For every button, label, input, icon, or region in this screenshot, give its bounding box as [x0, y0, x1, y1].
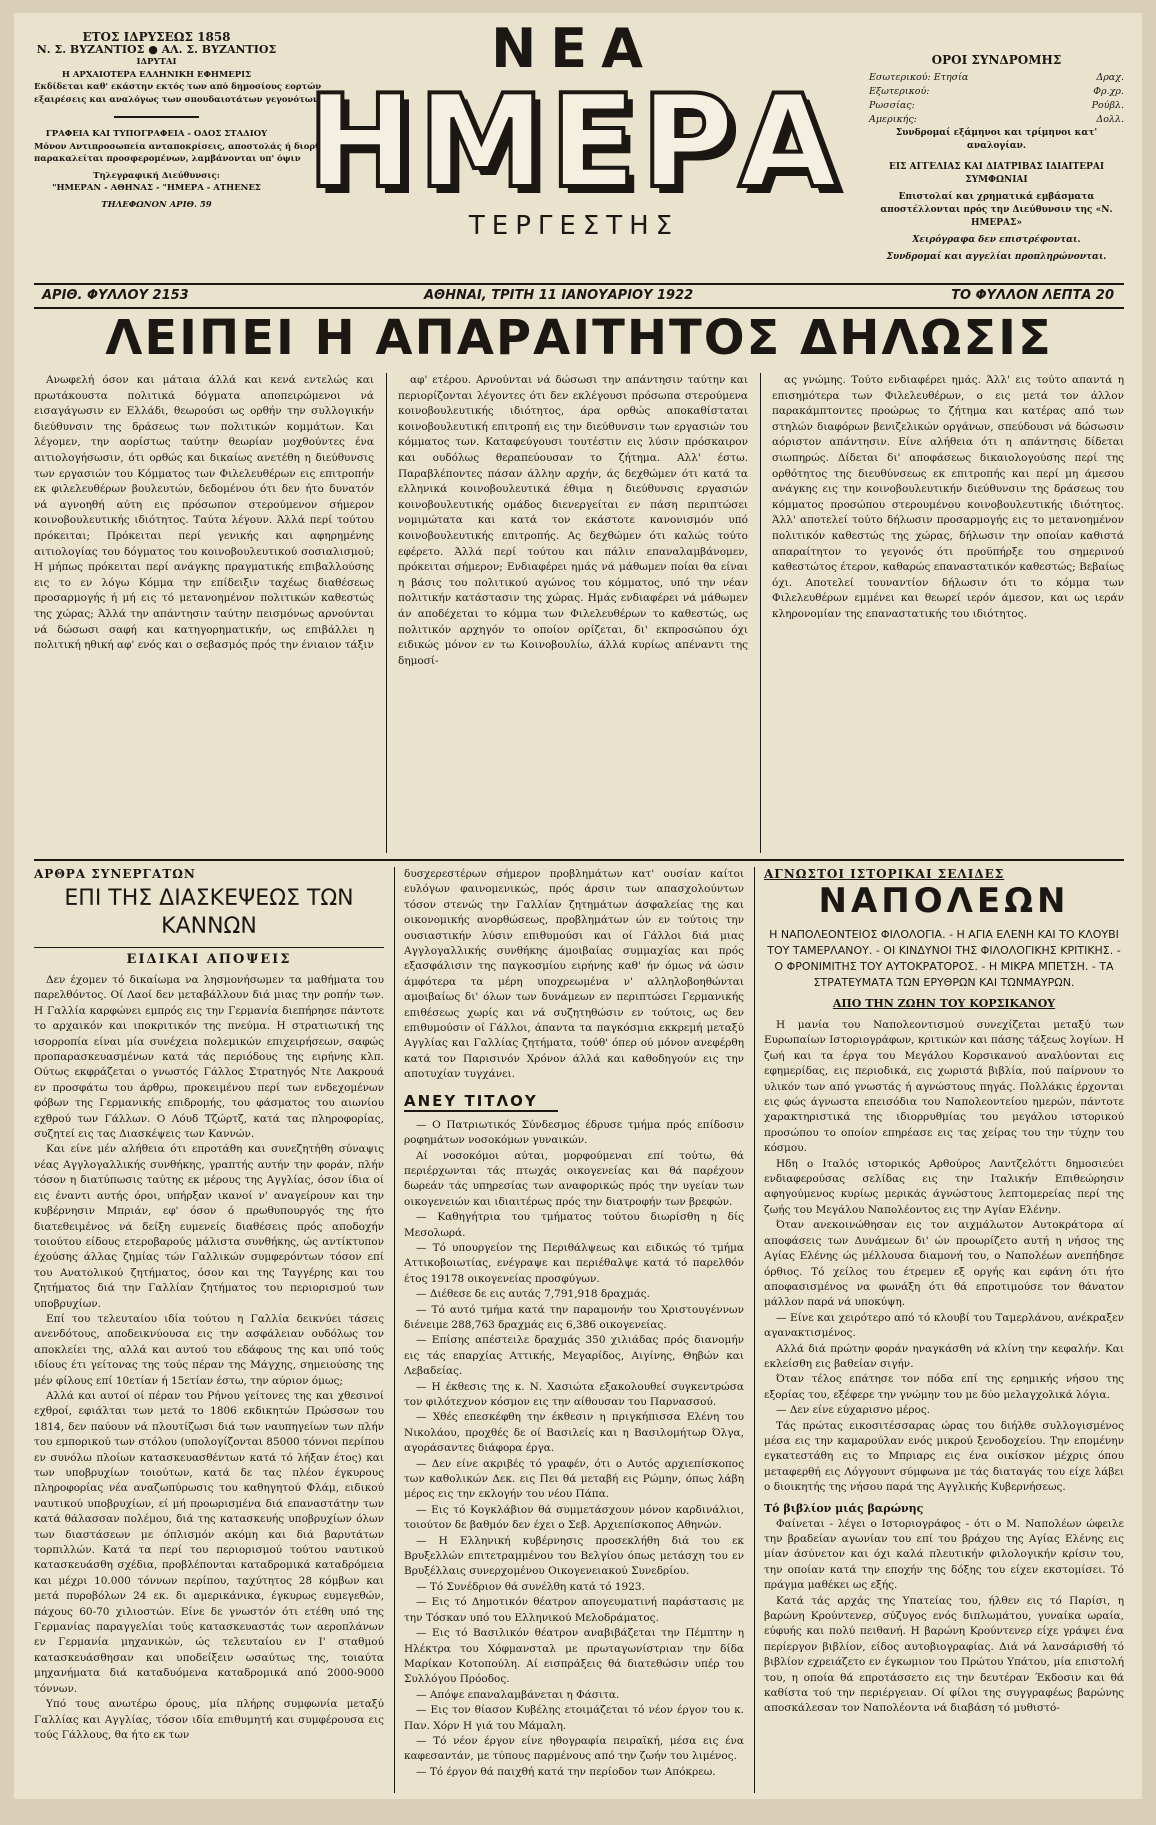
section-rule [34, 859, 1124, 861]
subscription-note: Συνδρομαί εξάμηνοι και τρίμηνοι κατ' αναλογίαν. [895, 128, 1098, 151]
subscription-list [869, 71, 1124, 127]
contributors-article [34, 867, 384, 1795]
subscription-row: Εσωτερικού: Ετησία Δραχ. [869, 72, 1124, 83]
ads-note-3: Χειρόγραφα δεν επιστρέφονται. [912, 235, 1081, 245]
title-top: ΝΕΑ [491, 17, 657, 80]
middle-column [404, 867, 744, 1795]
subscription-box [869, 53, 1124, 264]
subscription-row: Ρωσσίας: Ρούβλ. [869, 100, 1124, 111]
publication-note: Εκδίδεται καθ' εκάστην εκτός των από δημοσίους εορτών [34, 82, 322, 92]
column-divider [394, 867, 395, 1793]
lead-article [34, 373, 1124, 855]
section-label: ΑΓΝΩΣΤΟΙ ΙΣΤΟΡΙΚΑΙ ΣΕΛΙΔΕΣ [764, 867, 1005, 881]
article-body: Δεν έχομεν τό δικαίωμα να λησμονήσωμεν τα μαθήματα του παρελθόντος. Οί Λαοί δεν μεταβάλλουν διά μιας την ροπήν των. Η Γαλλία καρφώνει εμπρός εις την Γερμανία διεπήρησε πάντοτε το αρχαικόν και ιποκριτικόν της πνεύμα. Η στρατιωτική της ισορροπία είναι μία συνέχεια πολεμικών επιχειρήσεων, σαφώς προπαρασκευασμένων κατά τάς περιόδους της ειρήνης κλπ. Ούτως εκφράζεται ο γνωστός Γάλλος Στρατηγός Ντε Λακρουά εν προσφάτω του άρθρω, προκειμένου περί των ενδεχομένων φόβων της Γερμανικής επιδρομής, του φάσματος του αιωνίου εχθρού των Γάλλων. Ο Λόυδ Τζώρτζ, κατά τας πληροφορίας, συζητεί εις τας Διασκέψεις των Καννών. Και είνε μέν αλήθεια ότι επροτάθη και συνεζητήθη σύναψις νέας Αγγλογαλλικής συνθήκης, γραπτής αυτήν την φοράν, πλήν τόσον η διατύπωσις ταύτης εκ μέρους της Αγγλίας, όσον ίδια οί εις έναντι αυτής όροι, υπήρξαν ικανοί ν' αναγείρουν και την κυβέρνησιν Μπριάν, εφ' όσον ό πρωθυπουργός της ήτο διατεθειμένος νά δείξη ευμενείς διαθέσεις πρός αποδοχήν τοιούτου είδους ετεροβαρούς μάλιστα συνθήκης, ώς αντίκτυπον έχούσης άλλας ζημίας τών Γαλλικών συμφερόντων τόσον επί του Ανατολικού ζητήματος, όσον και της Ταγγέρης και του ζητήματος διά την Γαλλίαν ζητήματος του περιορισμού των υποβρυχίων. Επί του τελευταίου ιδία τούτου η Γαλλία δεικνύει τάσεις ανενδότους, αποδεικνύουσα εις την ασφάλειαν ουδόλως τον αποκλείει της, αλλά και αυτού του εδάφους της και υπό τούς ιδίους έτι γείτονας της τούς πέραν της Μάγχης, σημειούσης της μέν φίλους επί 10ετίαν ή 15ετίαν έστω, την αύριον όμως; Αλλά και αυτοί οί πέραν του Ρήνου γείτονες της και χθεσινοί εχθροί, εφιάλται των μετά το 1806 εκδικητών Πρώσσων του 1814, δεν παύουν νά πλουτίζωσι διά των ναυπηγείων των πλήν του εμπορικού των στόλου (υπολογίζονται 85000 τόννοι περίπου εν συνόλω πλοίων κατασκευασθέντων κατά τό λήξαν έτος) και των υποβρυχίων τοιούτων, κατά δε τας πλέον έγκυρους πληροφορίας νέα αναζωπύρωσις του καθηγητού Φλάμ, ειδικού ναυτικού υποβρυχίων, εί μή προωρισμένα διά επαναστάτην των κατά θάλασσαν πολέμου, διά της κατασκευής υποβρυχίων όλων των διαστάσεων με όπλισμόν ακόμη και διά βαρυτάτων τορπιλλών. Κατά τα περί του περιορισμού τούτου ναυτικού κατασκευάσθη σχέδια, προβλέπονται καταδρομικά καταδρόμεια και μέχρι 10.000 τόννων περίπου, ταχύτητος 28 κόμβων και μετά πυροβόλων 24 εκ. δι αμερικάνικα, έγκυρως ευμεγεθών, πάχους 60-70 χιλιοστών. Είνε δε γνωστόν ότι ετέθη υπό της Γερμανίας παραγγελίαι τούς κατασκευαστάς των αεροπλάνων εν Γερμανία μηχανικών, ώς τελευταίου εν Ι' σταθμού κατασκευάσθησαν και υποδείξειν ωσαύτως της, τοιαύτα μηχανήματα διά καταδυόμενα καταδρομικά από 2000-9000 τόννων. Υπό τους ανωτέρω όρους, μία πλήρης συμφωνία μεταξύ Γαλλίας και Αγγλίας, τόσον ιδία επιθυμητή και συμφέρουσα εις τούς Γάλλους, θα ήτο εκ των [34, 974, 384, 1741]
lead-column-1: Ανωφελή όσον και μάταια άλλά και κενά εντελώς και πρωτάκουστα πολιτικά δόγματα αποπειρώμενοι νά εισαγάγωσιν εν Ελλάδι, θεωρούσι ως ορθήν την συλλογικήν διεύθυνσιν της δράσεως των πολιτικών κομμάτων. Και λέγομεν, την αορίστως ταύτην θεωρίαν μοχθούντες ένα αιτιολογήσωσιν, ότι ορθώς και δικαίως ανετέθη η διεύθυνσις των εργασιών του Κόμματος των Φιλελευθέρων εις επιτροπήν εκ φιλελευθέρων βουλευτών, δεδομένου ότι δεν ήτο δυνατόν νά αγνοηθή αύτη εις πρόσωπον στερούμενον σήμερον κοινοβουλευτικής ιδιότητος. Ταύτα λέγουν. Άλλά περί τούτου πρόκειται; Πρόκειται περί γενικής και αφηρημένης αιτιολογίας του δόγματος του κοινοβουλευτικού σοσιαλισμού; Η μήπως πρόκειται περί ανάγκης πραγματικής επιβαλλούσης εις το εν λόγω Κόμμα την επίδειξιν ταχέως διαθέσεως προσαρμογής ή μή εις τό μετανοημένον πολιτικών καθεστώς της χώρας; Άλλά την απάντησιν ταύτην πεισμόνως αρνούνται νά δώσωσι σαφή και κατηγορηματικήν, ως επιβάλλει η πολιτική ηθική αφ' ενός και ο σεβασμός πρός την ένιαιον τάξιν [34, 374, 374, 652]
article-subtitle: ΕΙΔΙΚΑΙ ΑΠΟΨΕΙΣ [34, 947, 384, 967]
article-body: Η μανία του Ναπολεοντισμού συνεχίζεται μεταξύ των Ευρωπαίων Ιστοριογράφων, κριτικών και πάσης τάξεως λογίων. Η ζωή και τα έργα του Μεγάλου Κορσικανού αναλύονται εις εφημερίδας, εις περιοδικά, εις χωριστά βιβλία, πού παίρνουν το υλικόν των από γνωστάς ή αγνώστους πηγάς. Πολλάκις έρχονται εις φώς άγνωστα επεισόδια του Ναπολεοντείου ημερών, πάντοτε χαρακτηριστικά της ιδιορρυθμίας του μεγάλου ιστορικού προσώπου το οποίον επηρέασε εις τας χείρας του την τύχην του κόσμου. Ηδη ο Ιταλός ιστορικός Αρθούρος Λαντζελόττι δημοσιεύει ενδιαφερούσας σελίδας εις την Ιταλικήν Επιθεώρησιν αφηγούμενος κυρίως μερικάς άγνώστους λεπτομερείας περί της ζωής του Μεγάλου Ναπολέοντος εις την Αγίαν Ελένην. Όταν ανεκοινώθησαν εις τον αιχμάλωτον Αυτοκράτορα αί αποφάσεις των Δυνάμεων δι' ών προωρίζετο αυτή η νήσος της Αγίας Ελένης ώς μέλλουσα διαμονή του, ο Ναπολέων ανεπήδησε όρθιος. Τό χείλος του έτρεμεν εξ οργής και εφάνη ότι ήτο αποφασισμένος να φωνάξη ότι θά επροτιμούσε τον θάνατον μάλλον παρά νά υποκύψη. — Είνε και χειρότερο από τό κλουβί του Ταμερλάνου, ανέκραξεν αγανακτισμένος. Αλλά διά πρώτην φοράν ηναγκάσθη νά κλίνη την κεφαλήν. Και εκλείσθη εις βαθείαν σιγήν. Όταν τέλος επάτησε τον πόδα επί της ερημικής νήσου της εξορίας του, εξέφερε την γνώμην του με δύο μελαγχολικά λόγια. — Δεν είνε εύχαρισνο μέρος. Τάς πρώτας εικοσιτέσσαρας ώρας του διήλθε συλλογισμένος μέσα εις την καμαρούλαν ενός μικρού ξενοδοχείου. Την επομένην εγκατεστάθη εις το Μπριαρς εις ένα οικίσκον μέχρις όπου μεταφερθή εις Λόγγουντ σύμφωνα με τάς διαταγάς του είχε λάβει ο διοικητής της νήσου παρά της Αγγλικής Κυβερνήσεως. [764, 1019, 1124, 1494]
article-byline: ΑΠΟ ΤΗΝ ΖΩΗΝ ΤΟΥ ΚΟΡΣΙΚΑΝΟΥ [832, 997, 1056, 1010]
title-sub: ΤΕΡΓΕΣΤΗΣ [468, 211, 680, 241]
notes-heading-wrap [404, 1091, 744, 1112]
founders-role: ΙΔΡΥΤΑΙ [136, 57, 177, 67]
article-subtitle: Η ΝΑΠΟΛΕΟΝΤΕΙΟΣ ΦΙΛΟΛΟΓΙΑ. - Η ΑΓΙΑ ΕΛΕΝΗ ΚΑΙ ΤΟ ΚΛΟΥΒΙ ΤΟΥ ΤΑΜΕΡΛΑΝΟΥ. - ΟΙ ΚΙΝΔΥΝΟΙ ΤΗΣ ΦΙΛΟΛΟΓΙΚΗΣ ΚΡΙΤΙΚΗΣ. - Ο ΦΡΟΝΙΜΙΤΗΣ ΤΟΥ ΑΥΤΟΚΡΑΤΟΡΟΣ. - Η ΜΙΚΡΑ ΜΠΕΤΣΗ. - ΤΑ ΣΤΡΑΤΕΥΜΑΤΑ ΤΩΝ ΕΡΥΘΡΩΝ ΚΑΙ ΤΩΝΜΑΥΡΩΝ. [767, 928, 1121, 989]
subscription-row: Εξωτερικού: Φρ.χρ. [869, 86, 1124, 97]
notes-list: — Ο Πατριωτικός Σύνδεσμος έδρυσε τμήμα πρός επίδοσιν ροφημάτων νοσοκόμων γυναικών. Αί νοσοκόμοι αύται, μορφούμεναι επί τούτω, θά περιέρχωνται τάς πτωχάς οικογενείας και θά παρέχουν δωρεάν τάς υπηρεσίας των αναφορικώς πρός την υγείαν των οικογενειών και ιδιαιτέρως πρός την διατροφήν των βρεφών. — Καθηγήτρια του τμήματος τούτου διωρίσθη η δίς Μεσολωρά. — Τό υπουργείον της Περιθάλψεως και ειδικώς τό τμήμα Αττικοβοιωτίας, ενέγραψε και περιέθαλψε κατά τό παρελθόν έτος 19178 οικογενείας προσφύγων. — Διέθεσε δε εις αυτάς 7,791,918 δραχμάς. — Τό αυτό τμήμα κατά την παραμονήν του Χριστουγέννων διένειμε 288,763 δραχμάς εις 6,386 οικογενείας. — Επίσης απέστειλε δραχμάς 350 χιλιάδας πρός διανομήν εις τάς επαρχίας Αττικής, Μεγαρίδος, Αιγίνης, Θηβών και Λεβαδείας. — Η έκθεσις της κ. Ν. Χασιώτα εξακολουθεί συγκεντρώσα τον φιλότεχνον κόσμον εις την αίθουσαν του Παρνασσού. — Χθές επεσκέφθη την έκθεσιν η πριγκήπισσα Ελένη του Νικολάου, προχθές δε οί Βασιλείς και η Βασιλομήτωρ Όλγα, αγοράσαντες διάφορα έργα. — Δεν είνε ακριβές τό γραφέν, ότι ο Αυτός αρχιεπίσκοπος των καθολικών Δεκ. εις Πει θά μεταβή εις Ρώμην, όπως λάβη μέρος εις την εκλογήν του νέου Πάπα. — Εις τό Κογκλάβιον θά συμμετάσχουν μόνον καρδινάλιοι, τοιούτον δε βαθμόν δεν έχει ο Σεβ. Αρχιεπίσκοπος Αθηνών. — Η Ελληνική κυβέρνησις προσεκλήθη διά του εκ Βρυξελλών επιτετραμμένου του Βελγίου όπως μετάσχη του εν Βρυξέλλαις συνερχομένου Οικογενειακού Συνεδρίου. — Τό Συνέδριον θά συνέλθη κατά τό 1923. — Εις τό Δημοτικόν θέατρον απογευματινή παράστασις με την Τόσκαν υπό του Ελληνικού Μελοδράματος. — Εις τό Βασιλικόν θέατρον αναβιβάζεται την Πέμπτην η Ηλέκτρα του Χόφμανσταλ με πρωταγωνίστριαν την δίδα Μαρίκαν Κοτοπούλη. Αί εισπράξεις θά διατεθώσιν υπέρ του Συλλόγου Πρόοδος. — Απόψε επαναλαμβάνεται η Φάσιτα. — Εις τον θίασον Κυβέλης ετοιμάζεται τό νέον έργον του κ. Παν. Χόρν Η γιά του Μάμαλη. — Τό νέον έργον είνε ηθογραφία πειραϊκή, μέσα εις ένα καφεσαντάν, με τύπους παρμένους από την ζωήν του λιμένος. — Τό έργον θά παιχθή κατά την περίοδον των Απόκρεω. [404, 1118, 744, 1778]
subscription-row: Αμερικής: Δολλ. [869, 114, 1124, 125]
oldest-paper-note: Η ΑΡΧΑΙΟΤΕΡΑ ΕΛΛΗΝΙΚΗ ΕΦΗΜΕΡΙΣ [61, 69, 252, 80]
ads-note-4: Συνδρομαί και αγγελίαι προπληρώνονται. [886, 252, 1107, 262]
issue-date: ΑΘΗΝΑΙ, ΤΡΙΤΗ 11 ΙΑΝΟΥΑΡΙΟΥ 1922 [424, 288, 694, 303]
notes-heading: ΑΝΕΥ ΤΙΤΛΟΥ [404, 1092, 558, 1112]
article-body-2: Φαίνεται - λέγει ο Ιστοριογράφος - ότι ο Μ. Ναπολέων ώφειλε την βραδείαν αγωνίαν του επί του βράχου της Αγίας Ελένης εις μίαν άσύνετον και όχι καλά πλευτικήν φιλολογικήν κρίσιν του, την οποίαν κατά την εποχήν της δόξης του είχεν εκστομίσει. Τό πράγμα μαθέκει ως εξής. Κατά τάς αρχάς της Υπατείας του, ήλθεν εις τό Παρίσι, η βαρώνη Κρούντενερ, σύζυγος ενός διπλωμάτου, γυναίκα ωραία, εύφυής και πολύ πειθανή. Η βαρώνη Κρούντενερ είχε γράψει ένα περίεργον βιβλίον, είδος αυτοβιογραφίας. Διά νά λανσάρισθή τό βιβλίον εχρειάζετο εν έγκωμιον του Πρώτου Υπάτου, μία επιστολή του, η οποία θά επροτάσσετο εις την δευτέραν Έκδοσιν και θά καθίστα τού την περιέργειαν. Οί φίλοι της συγγραφέως βαρώνης αποσκάλεσαν τον Ναπολέοντα νά διαβάση τό μυθιστό- [764, 1517, 1124, 1715]
ads-note-2: Επιστολαί και χρηματικά εμβάσματα αποστέλλονται πρός την Διεύθυνσιν της «Ν. ΗΜΕΡΑΣ» [880, 192, 1113, 228]
office-address: ΓΡΑΦΕΙΑ ΚΑΙ ΤΥΠΟΓΡΑΦΕΙΑ - ΟΔΟΣ ΣΤΑΔΙΟΥ [45, 129, 268, 139]
napoleon-article [764, 867, 1124, 1795]
newspaper-page [14, 13, 1142, 1799]
column-divider [760, 373, 761, 853]
lead-column-3: ας γνώμης. Τούτο ενδιαφέρει ημάς. Άλλ' εις τούτο απαντά η επισημότερα των Φιλελευθέρων, ο εις μετά τον άλλον παρακάμπτοντες προώρως το ζήτημα και κατέρας από των στηλών διαφόρων βενιζελικών οργάνων, σπεύδουσι νά δώσωσιν αόριστον απάντησιν. Είνε αλήθεια ότι η απάντησις δίδεται σιωπηρώς. Δίδεται δι' αποφάσεως δικαιολογούσης περί της ορθότητος της διευθύνσεως εκ επιτροπής και περί μη άμεσου ανάγκης εις την κοινοβουλευτικήν διεύθυνσιν της δράσεως του κόμματος προσώπου στερουμένου κοινοβουλευτικής ιδιότητος. Άλλ' αποτελεί τούτο δήλωσιν προσαρμογής εις το μετανοημένον πολιτικόν καθεστώς της χώρας, δήλωσιν την οποίαν καθιστά απαραίτητον το γεγονός ότι προϋπήρξε του σημερινού καθεστώτος έτερον, καθαρώς επαναστατικόν καθεστώς; Βεβαίως όχι. Αποτελεί τουναντίον δήλωσιν ότι το κόμμα των Φιλελευθέρων εμμένει και θεωρεί ιερόν άμεσον, και ως ιεράν κληρονομίαν της επαναστατικής του ιδιότητος. [772, 374, 1124, 620]
lead-column-2: αφ' ετέρου. Αρνούνται νά δώσωσι την απάντησιν ταύτην και περιορίζονται λέγοντες ότι δεν εκλέγουσι πρόσωπα στερούμενα κοινοβουλευτικής ιδιότητος, άρα ορθώς αποκαθίσταται κοινοβουλευτική επιτροπή εις την διεύθυνσιν των εργασιών του κόμματος των. Καταφεύγουσι τουτέστιν εις λύσιν πρόσκαιρον και ουδόλως θεραπεύουσαν το ζήτημα. Αλλ' έστω. Παραβλέποντες πάσαν άλλην αρχήν, άς δεχθώμεν ότι κατά τα ελληνικά κοινοβουλευτικά έθιμα η διεύθυνσις εργασιών κοινοβουλευτικής ομάδος διενεργείται εν πάση περιπτώσει νομιμώτατα και κατά τον εκάστοτε κανονισμόν υπό κοινοβουλευτικής επιτροπής. Ας δεχθώμεν ότι καλώς τούτο εφέρετο. Άλλά περί τούτου και πάλιν επαναλαμβάνομεν, πρόκειται σήμερον; Ενδιαφέρει ημάς νά μάθωμεν ποίαι θα είναι η βάσις του πολιτικού αγώνος του κόμματος, υπό την νέαν πολιτικήν κατάστασιν της χώρας. Ημάς ενδιαφέρει νά μάθωμεν άν αποδέχεται το κόμμα των Φιλελευθέρων το καθεστώς, ως πολιτικόν αρχηγόν το οποίον ορίζεται, δι' εκπροσώπου όχι ειδικώς μόνον εν τω Κοινοβουλίω, άλλά κυρίως απέναντι της δημοσί- [398, 374, 748, 667]
office-note-2: παρακαλείται προσφερομένων, λαμβάνονται υπ' όψιν [34, 154, 301, 164]
article-title: ΝΑΠΟΛΕΩΝ [818, 881, 1070, 921]
founded-year: ΕΤΟΣ ΙΔΡΥΣΕΩΣ 1858 [82, 30, 231, 44]
office-note: Μόνον Αντιπροσωπεία ανταποκρίσεις, αποστολάς ή διορθώσεις [34, 141, 350, 152]
telegraph-address: "ΗΜΕΡΑΝ - ΑΘΗΝΑΣ - "ΗΜΕΡΑ - ΑΤΗΕΝΕΣ [52, 183, 261, 193]
article-subhead: Τό βιβλίον μιάς βαρώνης [764, 1501, 924, 1515]
founders: Ν. Σ. ΒΥΖΑΝΤΙΟΣ ● ΑΛ. Σ. ΒΥΖΑΝΤΙΟΣ [36, 42, 277, 56]
masthead-rule [114, 116, 199, 118]
main-headline: ΛΕΙΠΕΙ Η ΑΠΑΡΑΙΤΗΤΟΣ ΔΗΛΩΣΙΣ [105, 310, 1053, 366]
column-divider [754, 867, 755, 1793]
newspaper-title [294, 19, 854, 241]
phone-number: ΤΗΛΕΦΩΝΟΝ ΑΡΙΘ. 59 [101, 199, 212, 210]
ads-note: ΕΙΣ ΑΓΓΕΛΙΑΣ ΚΑΙ ΔΙΑΤΡΙΒΑΣ ΙΔΙΑΙΤΕΡΑΙ ΣΥΜΦΩΝΙΑΙ [888, 162, 1105, 185]
issue-number: ΑΡΙΘ. ΦΥΛΛΟΥ 2153 [42, 288, 189, 303]
telegraph-label: Τηλεγραφική Διεύθυνσις: [93, 170, 220, 181]
issue-price: ΤΟ ΦΥΛΛΟΝ ΛΕΠΤΑ 20 [951, 288, 1114, 303]
date-bar [34, 283, 1124, 309]
title-main: ΗΜΕΡΑ [306, 68, 842, 217]
masthead [14, 13, 1142, 303]
article-title: ΕΠΙ ΤΗΣ ΔΙΑΣΚΕΨΕΩΣ ΤΩΝ ΚΑΝΝΩΝ [64, 886, 354, 939]
subscription-heading: ΟΡΟΙ ΣΥΝΔΡΟΜΗΣ [931, 53, 1062, 67]
masthead-left-info [34, 30, 350, 211]
column-divider [386, 373, 387, 853]
article-continuation: δυσχερεστέρων σήμερον προβλημάτων κατ' ουσίαν καίτοι ευλόγων φαινομενικώς, πρός άρσιν των απασχολούντων τόσον στενώς την Γαλλίαν ζητημάτων άσφαλείας της και οικονομικής ανορθώσεως, προβλημάτων ών εν τούτοις την ουσιαστικήν λύσιν επιθυμούσι και οί Γάλλοι διά μιας Αγγλογαλλικής συνθήκης άμοιβαίας συμμαχίας και πρός εξασφάλισιν της παγκοσμίου ειρήνης καθ' ήν όμως νά ώσιν άμφότερα τα μέρη υποχρεωμένα ν' αλληλοβοηθώνται αμοιβαίως δι' όλων των δυνάμεων εν περιπτώσει Γερμανικής επιθέσεως χωρίς και νά συζητηθώσιν εν τούτοις, ως δεν επιθυμούσιν οί Γάλλοι, άπαντα τα παγκόσμια εκκρεμή μεταξύ Αγγλίας και Γαλλίας ζητήματα, τούθ' όπερ ού μόνον ανεφέρθη κατά τον Παρισινόν Χρόνον άλλά και καθοδηγούν εις την αποτυχίαν τυγχάνει. [404, 868, 744, 1081]
publication-note-2: εξαιρέσεις και αναλόγως των σπουδαιοτάτων γεγονότων [34, 94, 319, 105]
section-label: ΑΡΘΡΑ ΣΥΝΕΡΓΑΤΩΝ [34, 867, 196, 881]
